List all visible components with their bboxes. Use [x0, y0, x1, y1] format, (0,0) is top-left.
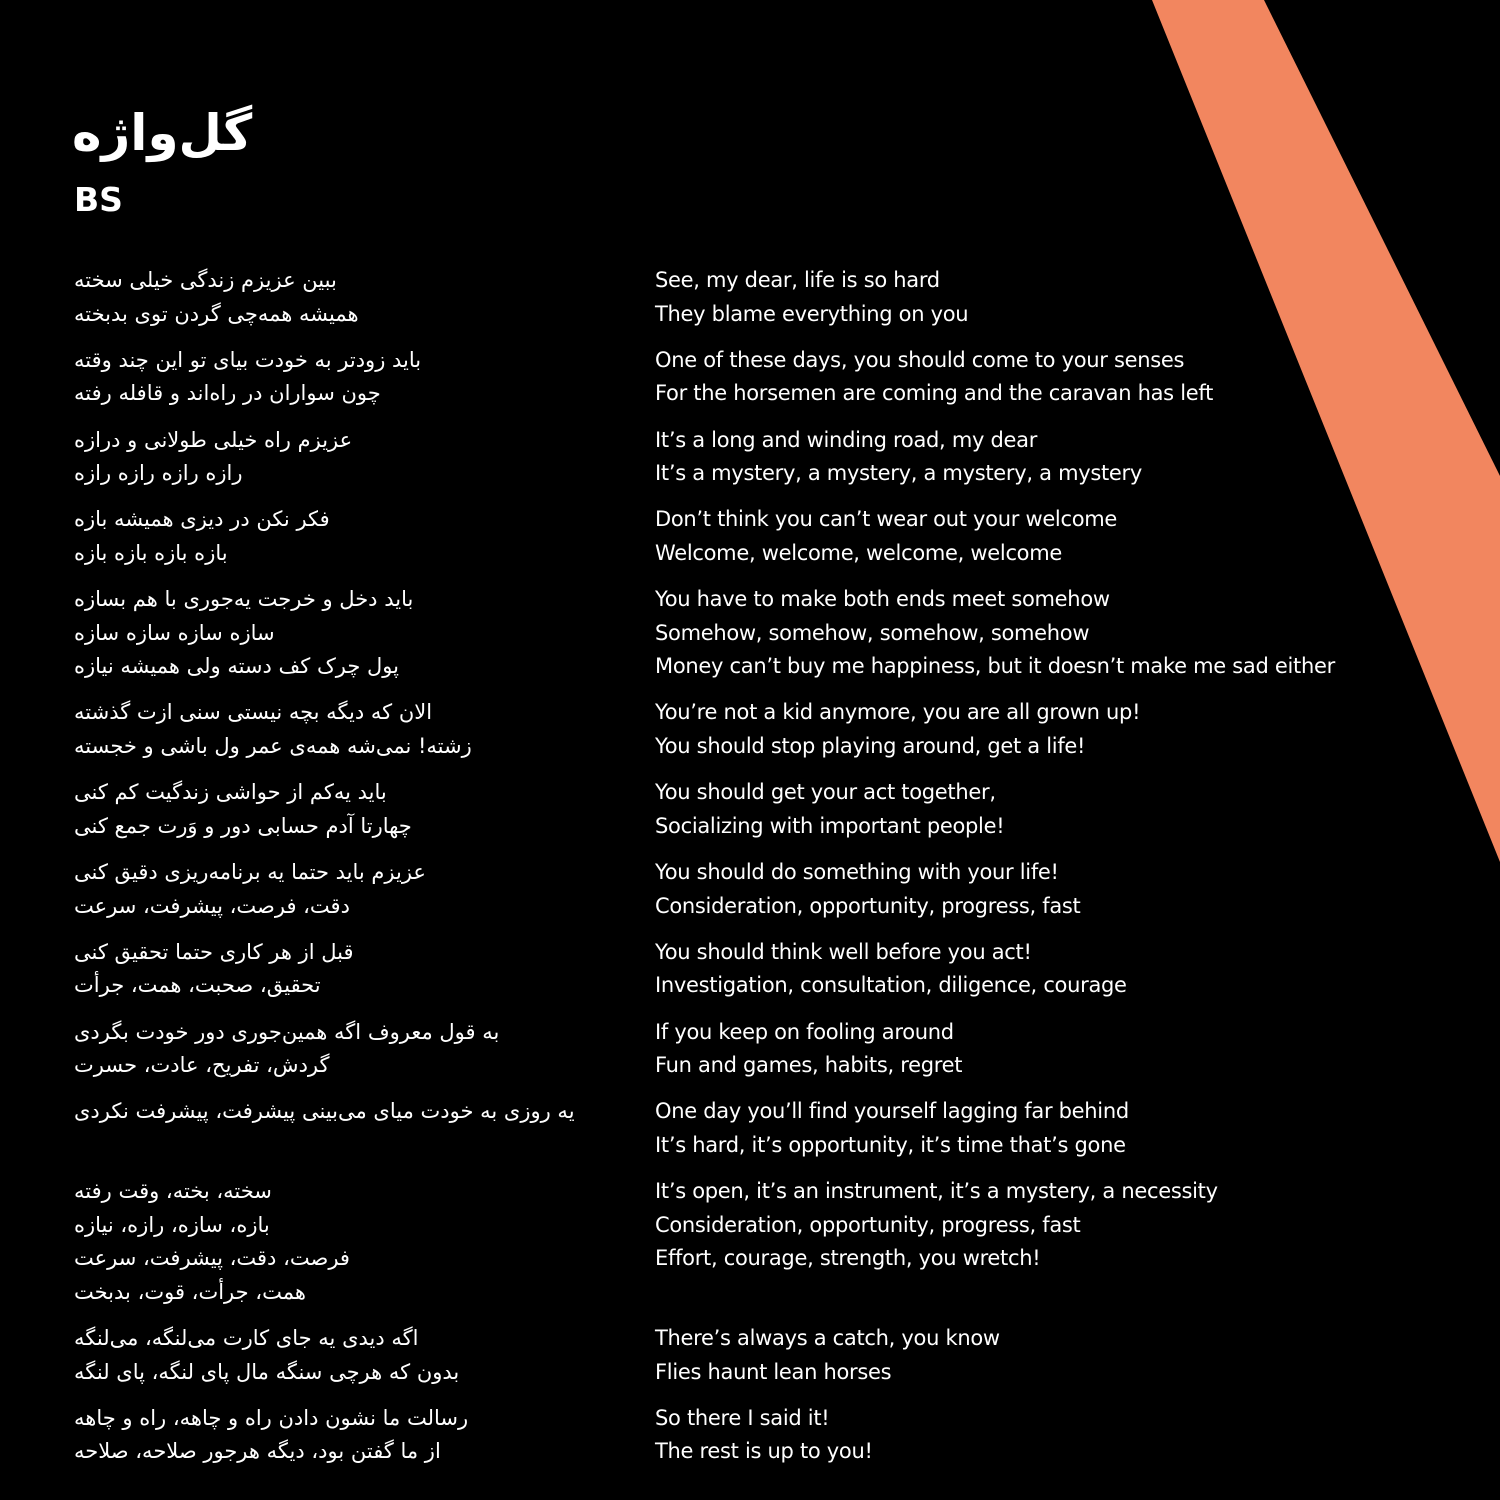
persian-stanza: [74, 1016, 634, 1083]
english-lyric-line: Consideration, opportunity, progress, fast: [655, 893, 1081, 918]
persian-lyric-line: فکر نکن در دیزی همیشه بازه: [74, 507, 330, 532]
english-stanza: [655, 776, 1455, 843]
english-stanza: [655, 1016, 1455, 1083]
english-lyric-line: One day you’ll find yourself lagging far behind: [655, 1099, 1129, 1124]
persian-lyric-line: سازه سازه سازه سازه: [74, 620, 275, 645]
english-stanza: [655, 1402, 1455, 1469]
english-lyric-line: See, my dear, life is so hard: [655, 268, 940, 292]
english-lyric-line: You should do something with your life!: [655, 860, 1059, 885]
english-lyric-line: Effort, courage, strength, you wretch!: [655, 1246, 1041, 1271]
english-lyric-line: One of these days, you should come to your senses: [655, 347, 1185, 372]
persian-lyric-line: سخته، بخته، وقت رفته: [74, 1179, 272, 1204]
persian-lyric-line: چهارتا آدم حسابی دور و وَرت جمع کنی: [74, 813, 412, 838]
english-lyric-line: They blame everything on you: [655, 301, 969, 326]
english-lyric-line: You’re not a kid anymore, you are all grown up!: [655, 700, 1141, 725]
persian-lyric-line: باید زودتر به خودت بیای تو این چند وقته: [74, 347, 422, 372]
english-stanza: [655, 1322, 1455, 1389]
english-lyric-line: You should get your act together,: [655, 780, 996, 805]
english-lyric-line: Socializing with important people!: [655, 813, 1005, 838]
english-lyric-line: It’s open, it’s an instrument, it’s a mystery, a necessity: [655, 1179, 1218, 1204]
english-lyric-line: Consideration, opportunity, progress, fast: [655, 1212, 1081, 1237]
persian-lyric-line: پول چرک کف دسته ولی همیشه نیازه: [74, 654, 399, 679]
english-lyric-line: Welcome, welcome, welcome, welcome: [655, 540, 1063, 565]
english-stanza: [655, 264, 1455, 331]
persian-stanza: [74, 776, 634, 843]
persian-lyric-line: چون سواران در راه‌اند و قافله رفته: [74, 381, 381, 406]
persian-lyric-line: الان که دیگه بچه نیستی سنی ازت گذشته: [74, 700, 433, 725]
persian-stanza: [74, 424, 634, 491]
persian-lyric-line: رازه رازه رازه رازه: [74, 461, 243, 486]
song-title: گل‌واژه: [72, 104, 253, 162]
english-stanza: [655, 583, 1455, 684]
persian-stanza: [74, 344, 634, 411]
english-lyric-line: If you keep on fooling around: [655, 1019, 954, 1044]
persian-lyrics-column: [74, 264, 634, 1469]
english-stanza: [655, 1095, 1455, 1162]
persian-lyric-line: اگه دیدی یه جای کارت می‌لنگه، می‌لنگه: [74, 1326, 419, 1351]
english-stanza: [655, 344, 1455, 411]
english-lyric-line: Don’t think you can’t wear out your welcome: [655, 507, 1118, 532]
english-stanza: [655, 696, 1455, 763]
persian-lyric-line: بازه، سازه، رازه، نیازه: [74, 1212, 270, 1237]
english-stanza: [655, 936, 1455, 1003]
english-lyric-line: Flies haunt lean horses: [655, 1359, 892, 1384]
english-stanza: [655, 856, 1455, 923]
persian-lyric-line: دقت، فرصت، پیشرفت، سرعت: [74, 893, 350, 918]
english-lyric-line: The rest is up to you!: [655, 1439, 873, 1464]
persian-stanza: [74, 264, 634, 331]
english-lyric-line: You have to make both ends meet somehow: [655, 587, 1110, 612]
persian-lyric-line: گردش، تفریح، عادت، حسرت: [74, 1053, 330, 1078]
persian-stanza: [74, 696, 634, 763]
artist-name: BS: [74, 180, 123, 219]
english-lyric-line: For the horsemen are coming and the caravan has left: [655, 381, 1214, 406]
persian-lyric-line: رسالت ما نشون دادن راه و چاهه، راه و چاهه: [74, 1405, 469, 1430]
persian-lyric-line: به قول معروف اگه همین‌جوری دور خودت بگردی: [74, 1019, 500, 1044]
english-stanza: [655, 1175, 1455, 1309]
persian-lyric-line: ببین عزیزم زندگی خیلی سخته: [74, 268, 337, 292]
persian-stanza: [74, 1402, 634, 1469]
persian-stanza: [74, 1322, 634, 1389]
english-lyric-line: It’s hard, it’s opportunity, it’s time that’s gone: [655, 1132, 1126, 1157]
persian-lyric-line: فرصت، دقت، پیشرفت، سرعت: [74, 1246, 350, 1271]
persian-stanza: [74, 936, 634, 1003]
persian-stanza: [74, 856, 634, 923]
english-stanza: [655, 424, 1455, 491]
persian-stanza: [74, 583, 634, 684]
english-lyrics-column: [655, 264, 1455, 1469]
english-lyric-line: You should stop playing around, get a life!: [655, 733, 1086, 758]
english-lyric-line: Investigation, consultation, diligence, courage: [655, 973, 1127, 998]
persian-lyric-line: یه روزی به خودت میای می‌بینی پیشرفت، پیشرفت نکردی: [74, 1099, 575, 1124]
english-lyric-line: There’s always a catch, you know: [655, 1326, 1000, 1351]
persian-lyric-line: باید یه‌کم از حواشی زندگیت کم کنی: [74, 780, 387, 805]
persian-lyric-line: همیشه همه‌چی گردن توی بدبخته: [74, 301, 359, 326]
persian-lyric-line: همت، جرأت، قوت، بدبخت: [74, 1279, 306, 1304]
persian-stanza: [74, 1095, 634, 1162]
english-lyric-line: It’s a mystery, a mystery, a mystery, a mystery: [655, 461, 1143, 486]
english-lyric-line: Somehow, somehow, somehow, somehow: [655, 620, 1090, 645]
persian-lyric-line: بدون که هرچی سنگه مال پای لنگه، پای لنگه: [74, 1359, 460, 1384]
persian-lyric-line: بازه بازه بازه بازه: [74, 540, 228, 565]
english-lyric-line: Money can’t buy me happiness, but it doesn’t make me sad either: [655, 654, 1335, 679]
persian-stanza: [74, 503, 634, 570]
english-lyric-line: You should think well before you act!: [655, 939, 1032, 964]
persian-lyric-line: تحقیق، صحبت، همت، جرأت: [74, 973, 321, 998]
persian-lyric-line: از ما گفتن بود، دیگه هرجور صلاحه، صلاحه: [74, 1439, 441, 1464]
english-lyric-line: So there I said it!: [655, 1405, 830, 1430]
persian-lyric-line: قبل از هر کاری حتما تحقیق کنی: [74, 939, 354, 964]
persian-lyric-line: زشته! نمی‌شه همه‌ی عمر ول باشی و خجسته: [74, 733, 472, 758]
english-stanza: [655, 503, 1455, 570]
english-lyric-line: It’s a long and winding road, my dear: [655, 427, 1038, 452]
persian-lyric-line: عزیزم باید حتما یه برنامه‌ریزی دقیق کنی: [74, 860, 426, 885]
persian-lyric-line: عزیزم راه خیلی طولانی و درازه: [74, 427, 353, 452]
persian-stanza: [74, 1175, 634, 1309]
persian-lyric-line: باید دخل و خرجت یه‌جوری با هم بسازه: [74, 587, 414, 612]
english-lyric-line: Fun and games, habits, regret: [655, 1053, 963, 1078]
